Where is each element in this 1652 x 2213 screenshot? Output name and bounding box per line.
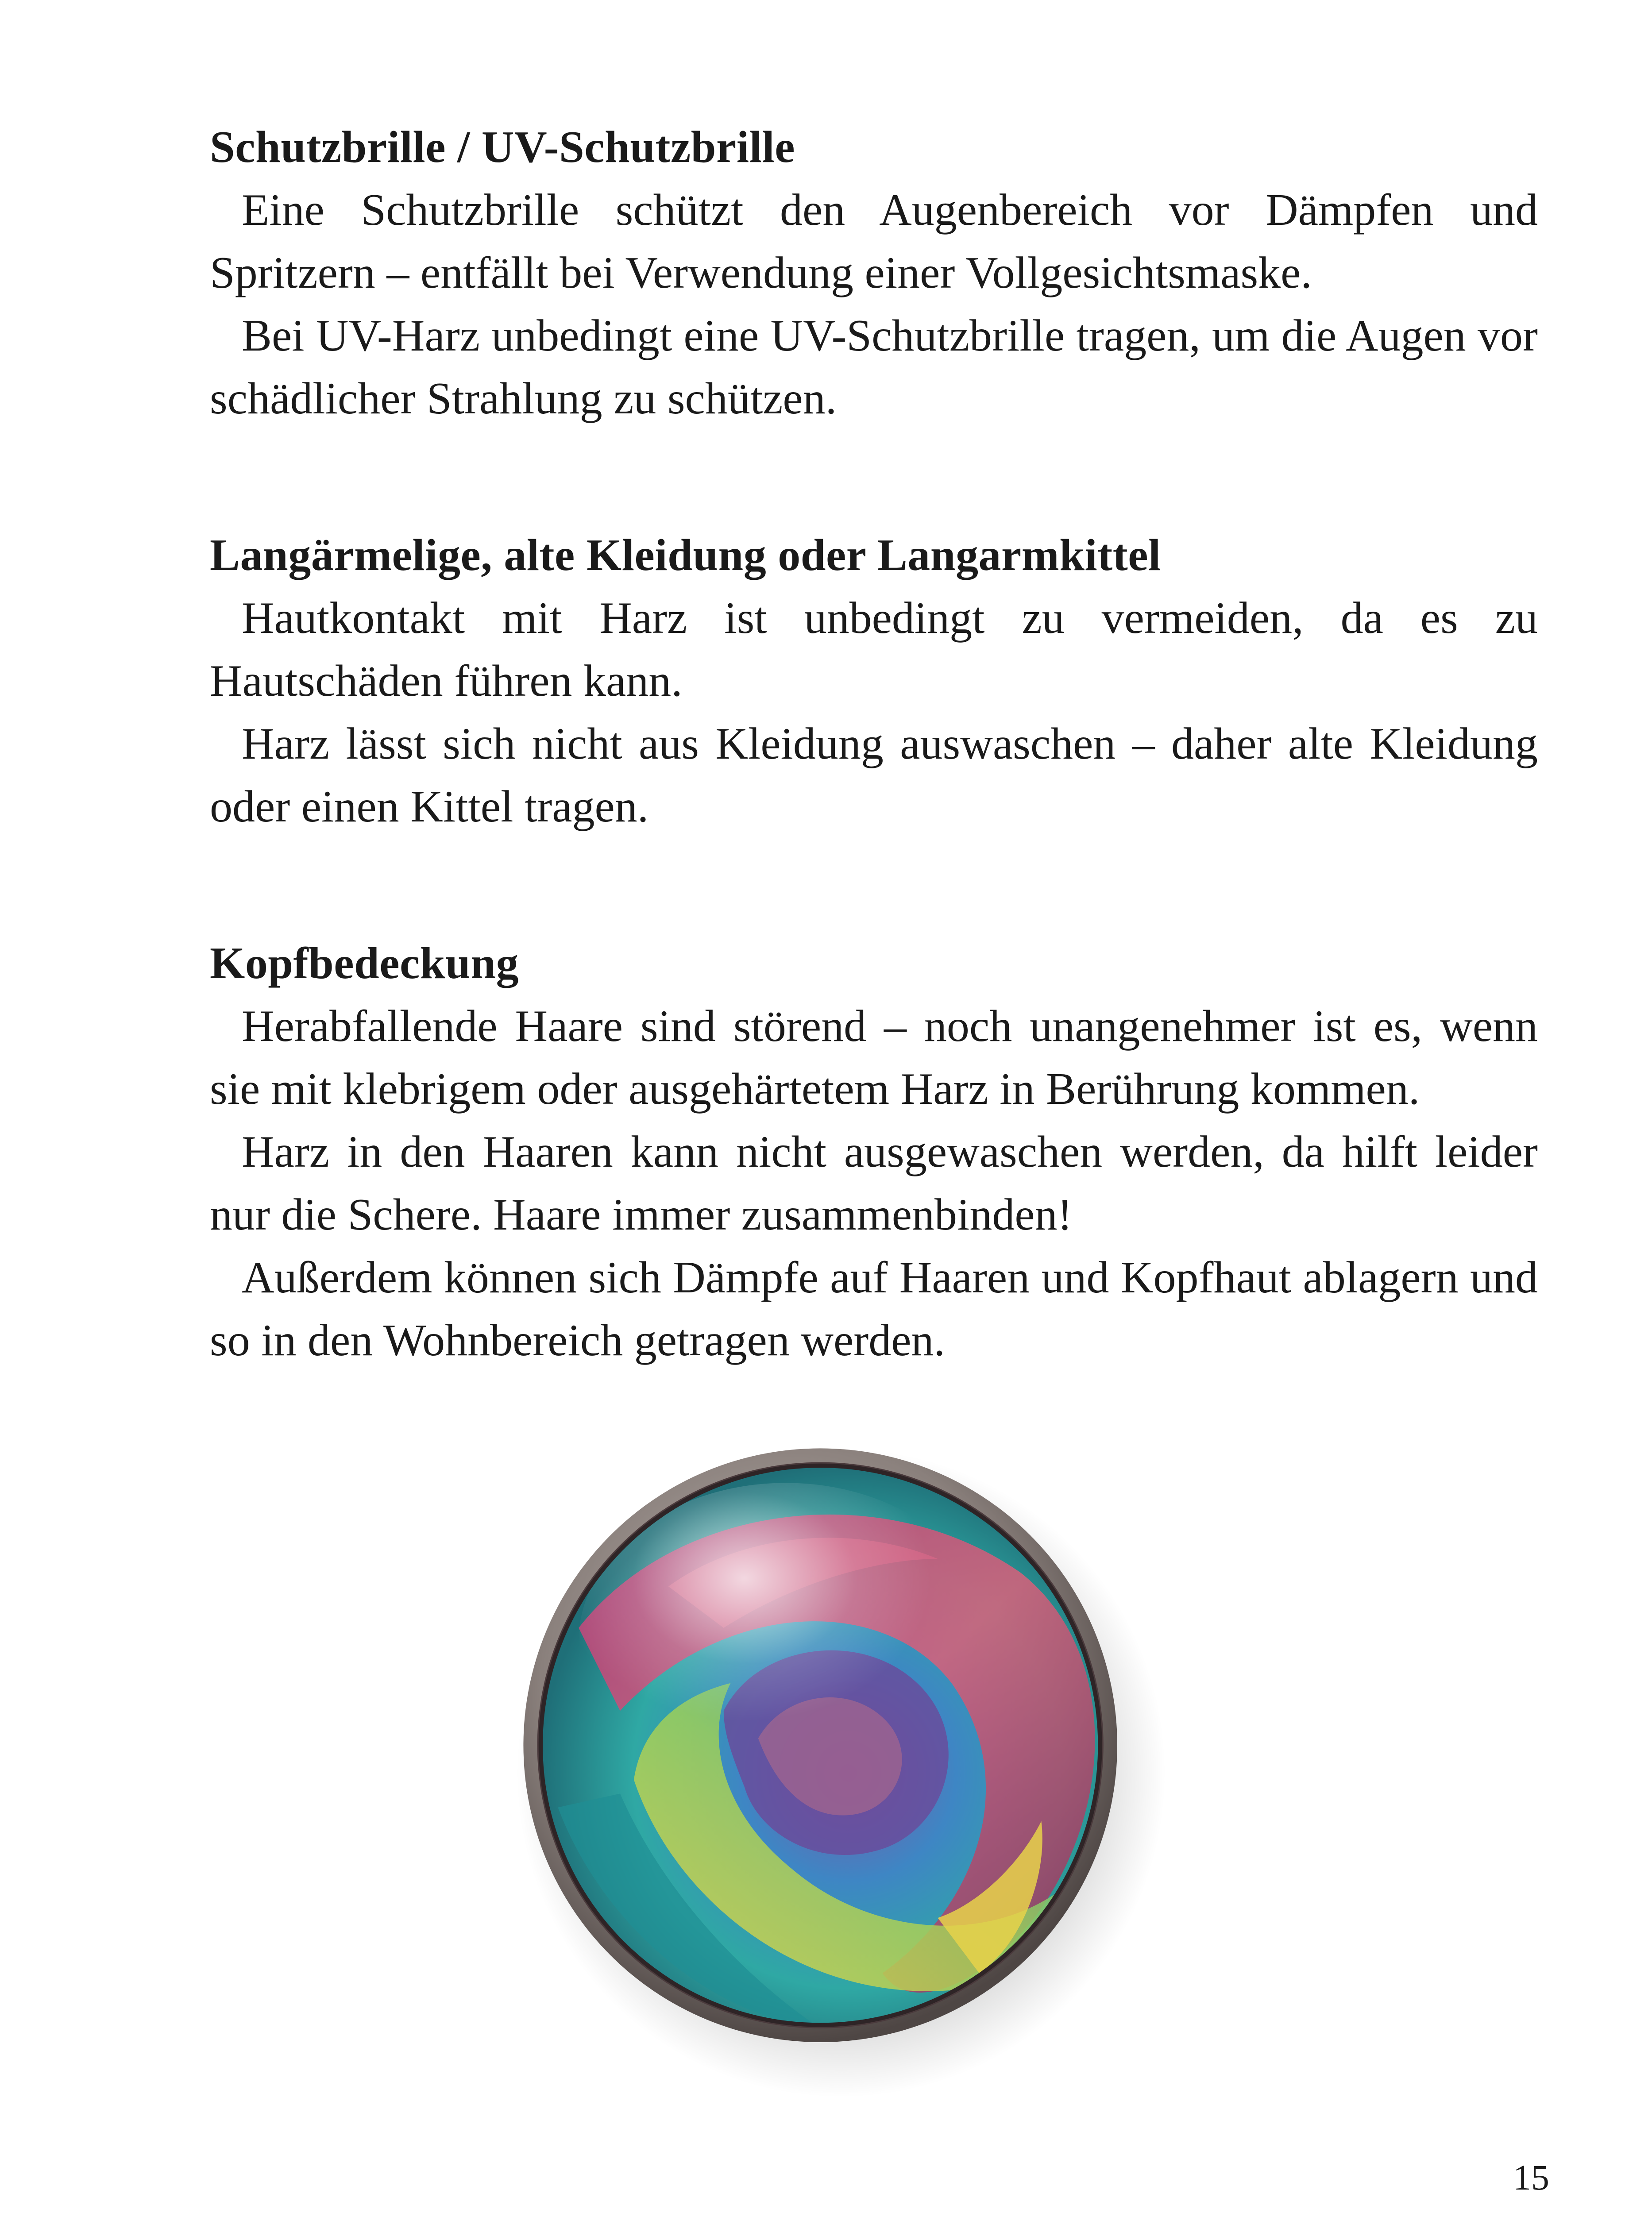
section-goggles [210, 116, 1538, 430]
paragraph: Bei UV-Harz unbedingt eine UV-Schutzbrille tragen, um die Augen vor schädlicher Strahlung zu schützen. [210, 311, 1538, 424]
text-column [210, 116, 1538, 1466]
section-heading: Langärmelige, alte Kleidung oder Langarmkittel [210, 530, 1161, 580]
section-heading: Kopfbedeckung [210, 938, 519, 988]
section-headwear [210, 932, 1538, 1372]
resin-pendant-image [496, 1421, 1186, 2111]
paragraph: Harz lässt sich nicht aus Kleidung auswaschen – daher alte Kleidung oder einen Kittel tragen. [210, 719, 1538, 832]
paragraph: Herabfallende Haare sind störend – noch unangenehmer ist es, wenn sie mit klebrigem oder ausgehärtetem Harz in Berührung kommen. [210, 1001, 1538, 1114]
paragraph: Harz in den Haaren kann nicht ausgewaschen werden, da hilft leider nur die Schere. Haare immer zusammenbinden! [210, 1127, 1538, 1240]
paragraph: Außerdem können sich Dämpfe auf Haaren und Kopfhaut ablagern und so in den Wohnbereich getragen werden. [210, 1253, 1538, 1365]
page-number: 15 [1513, 2157, 1549, 2198]
section-heading: Schutzbrille / UV-Schutzbrille [210, 122, 795, 172]
paragraph: Hautkontakt mit Harz ist unbedingt zu vermeiden, da es zu Hautschäden führen kann. [210, 593, 1538, 706]
paragraph: Eine Schutzbrille schützt den Augenbereich vor Dämpfen und Spritzern – entfällt bei Verwendung einer Vollgesichtsmaske. [210, 185, 1538, 298]
resin-cabochon-illustration [496, 1421, 1186, 2111]
section-clothing [210, 524, 1538, 838]
